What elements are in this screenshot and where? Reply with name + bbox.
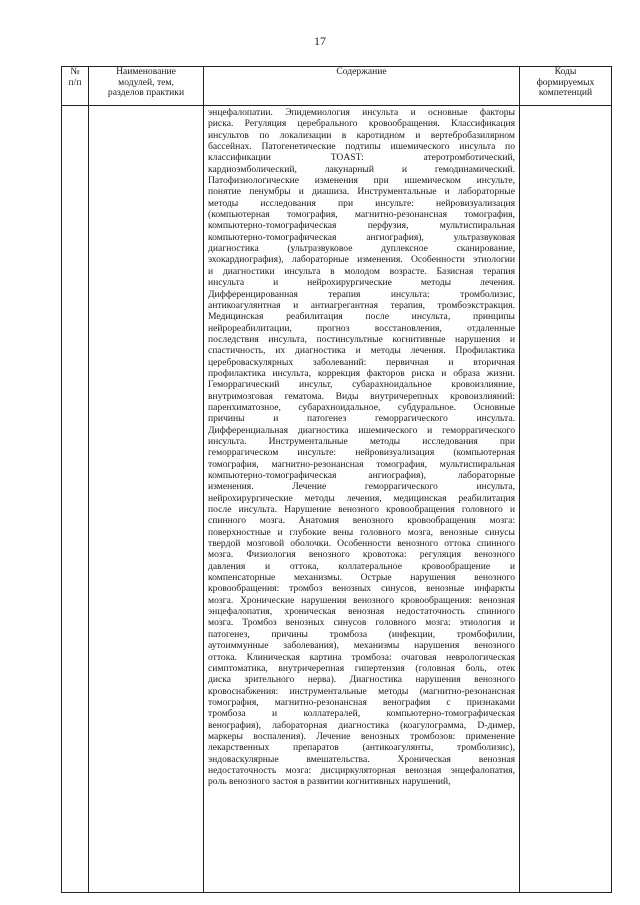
content-line: эхокардиография), лабораторные изменения. Особенности этиологии [208,254,515,266]
content-line: компьютерно-томографическая ангиография), лабораторные [208,470,515,481]
header-content [204,67,520,106]
page-number: 17 [314,34,326,48]
content-line: недостаточность мозга: дисциркуляторная венозная энцефалопатия, [208,764,515,776]
content-line: инсульта и нейрохирургические методы лечения. [208,277,515,289]
content-line: спастичность, их диагностика и методы лечения. Профилактика [208,345,515,357]
content-text [204,106,519,788]
content-line: оттока. Клиническая картина тромбоза: очаговая неврологическая [208,651,515,663]
content-line: антикоагулянтная и антиагрегантная терапия, тромбоэкстракция. [208,299,515,311]
content-line: инсульта. Инструментальные методы исследования при [208,435,515,447]
content-line: энцефалопатии. Эпидемиология инсульта и основные факторы [208,107,515,118]
content-line: спинного мозга. Анатомия венозного кровообращения мозга: [208,515,515,527]
header-codes [520,67,612,106]
content-line: диагностика (ультразвуковое дуплексное сканирование, [208,243,515,255]
content-line: инсультов по локализации в каротидном и вертебробазилярном [208,129,515,141]
cell-codes [520,106,612,893]
content-line: Геморрагический инсульт, субарахноидальное кровоизлияние, [208,379,515,391]
content-line: компьютерно-томографическая ангиография), ультразвуковая [208,231,515,243]
curriculum-table [61,66,612,893]
header-content-text: Содержание [336,66,387,77]
content-line: Дифференциальная диагностика ишемического и геморрагического [208,424,515,436]
content-line: причины и патогенез геморрагического инсульта. [208,413,515,425]
content-line: эндоваскулярные вмешательства. Хроническая венозная [208,753,515,765]
content-line: твердой мозговой оболочки. Особенности венозного оттока спинного [208,538,515,550]
table-row [62,106,612,893]
content-line: мозга. Физиология венозного кровотока: регуляция венозного [208,549,515,561]
content-line: энцефалопатия, хроническая венозная недостаточность спинного [208,606,515,618]
content-line: и диагностики инсульта в молодом возрасте. Базисная терапия [208,265,515,277]
content-line: Патофизиологические изменения при ишемическом инсульте, [208,175,515,187]
header-module-text: Наименование модулей, тем, разделов практики [107,66,185,98]
header-number-text: № п/п [68,66,82,88]
content-line: после инсульта. Нарушение венозного кровообращения головного и [208,504,515,516]
content-line: внутримозговая гематома. Виды внутричерепных кровоизлияний: [208,390,515,402]
content-line: бассейнах. Патогенетические подтипы ишемического инсульта по [208,141,515,153]
content-line: профилактика инсульта, коррекция факторов риска и образа жизни. [208,367,515,379]
content-line: (компьютерная томография, магнитно-резонансная томография, [208,209,515,221]
content-line: кардиоэмболический, лакунарный и гемодинамический. [208,163,515,175]
content-line: мозга. Тромбоз венозных синусов головного мозга: этиология и [208,617,515,629]
content-line: компьютерно-томографическая перфузия, мультиспиральная [208,220,515,232]
content-line: изменения. Лечение геморрагического инсульта, [208,481,515,493]
content-line: патогенез, причины тромбоза (инфекции, тромбофилии, [208,628,515,640]
content-line: нейрореабилитации, прогноз восстановления, отдаленные [208,322,515,334]
content-line: лекарственных препаратов (антикоагулянты, тромболизис), [208,742,515,754]
content-line: Медицинская реабилитация после инсульта, принципы [208,311,515,323]
content-line: методы исследования при инсульте: нейровизуализация [208,197,515,209]
content-line: паренхиматозное, субарахноидальное, субдуральное. Основные [208,401,515,413]
content-line: нейрохирургические методы лечения, медицинская реабилитация [208,492,515,504]
content-line: маркеры воспаления). Лечение венозных тромбозов: применение [208,730,515,742]
content-line: поверхностные и глубокие вены головного мозга, венозные синусы [208,526,515,538]
content-line: мозга. Хронические нарушения венозного кровообращения: венозная [208,594,515,606]
content-line: цереброваскулярных заболеваний: первичная и вторичная [208,356,515,368]
content-line: диска зрительного нерва). Диагностика нарушения венозного [208,674,515,686]
content-line: геморрагическом инсульте: нейровизуализация (компьютерная [208,447,515,459]
content-line: риска. Регуляция церебрального кровообращения. Классификация [208,118,515,130]
cell-module [89,106,204,893]
content-line: компенсаторные механизмы. Острые нарушения венозного [208,572,515,584]
content-line: последствия инсульта, постинсультные когнитивные нарушения и [208,333,515,345]
content-line: тромбоза и коллатералей, компьютерно-томографическая [208,708,515,720]
content-line: томография, магнитно-резонансная томография, мультиспиральная [208,458,515,470]
content-line: роль венозного застоя в развитии когнитивных нарушений, [208,776,451,788]
content-line: давления и оттока, коллатеральное кровообращение и [208,560,515,572]
header-module [89,67,204,106]
cell-number [62,106,89,893]
table-header-row [62,67,612,106]
header-number [62,67,89,106]
content-line: кровоснабжения: инструментальные методы (магнитно-резонансная [208,685,515,697]
content-line: томография, магнитно-резонансная венография с признаками [208,696,515,708]
content-line: венография), лабораторная диагностика (коагулограмма, D-димер, [208,719,515,731]
content-line: кровообращения: тромбоз венозных синусов, венозные инфаркты [208,583,515,595]
content-line: аутоиммунные заболевания), механизмы нарушения венозного [208,640,515,652]
cell-content [204,106,520,893]
content-line: Дифференцированная терапия инсульта: тромболизис, [208,288,515,300]
header-codes-text: Коды формируемых компетенций [536,66,595,98]
content-line: понятие пенумбры и диашиза. Инструментальные и лабораторные [208,186,515,198]
content-line: классификации TOAST: атеротромботический, [208,152,515,164]
content-line: симптоматика, внутричерепная гипертензия (головная боль, отек [208,662,515,674]
